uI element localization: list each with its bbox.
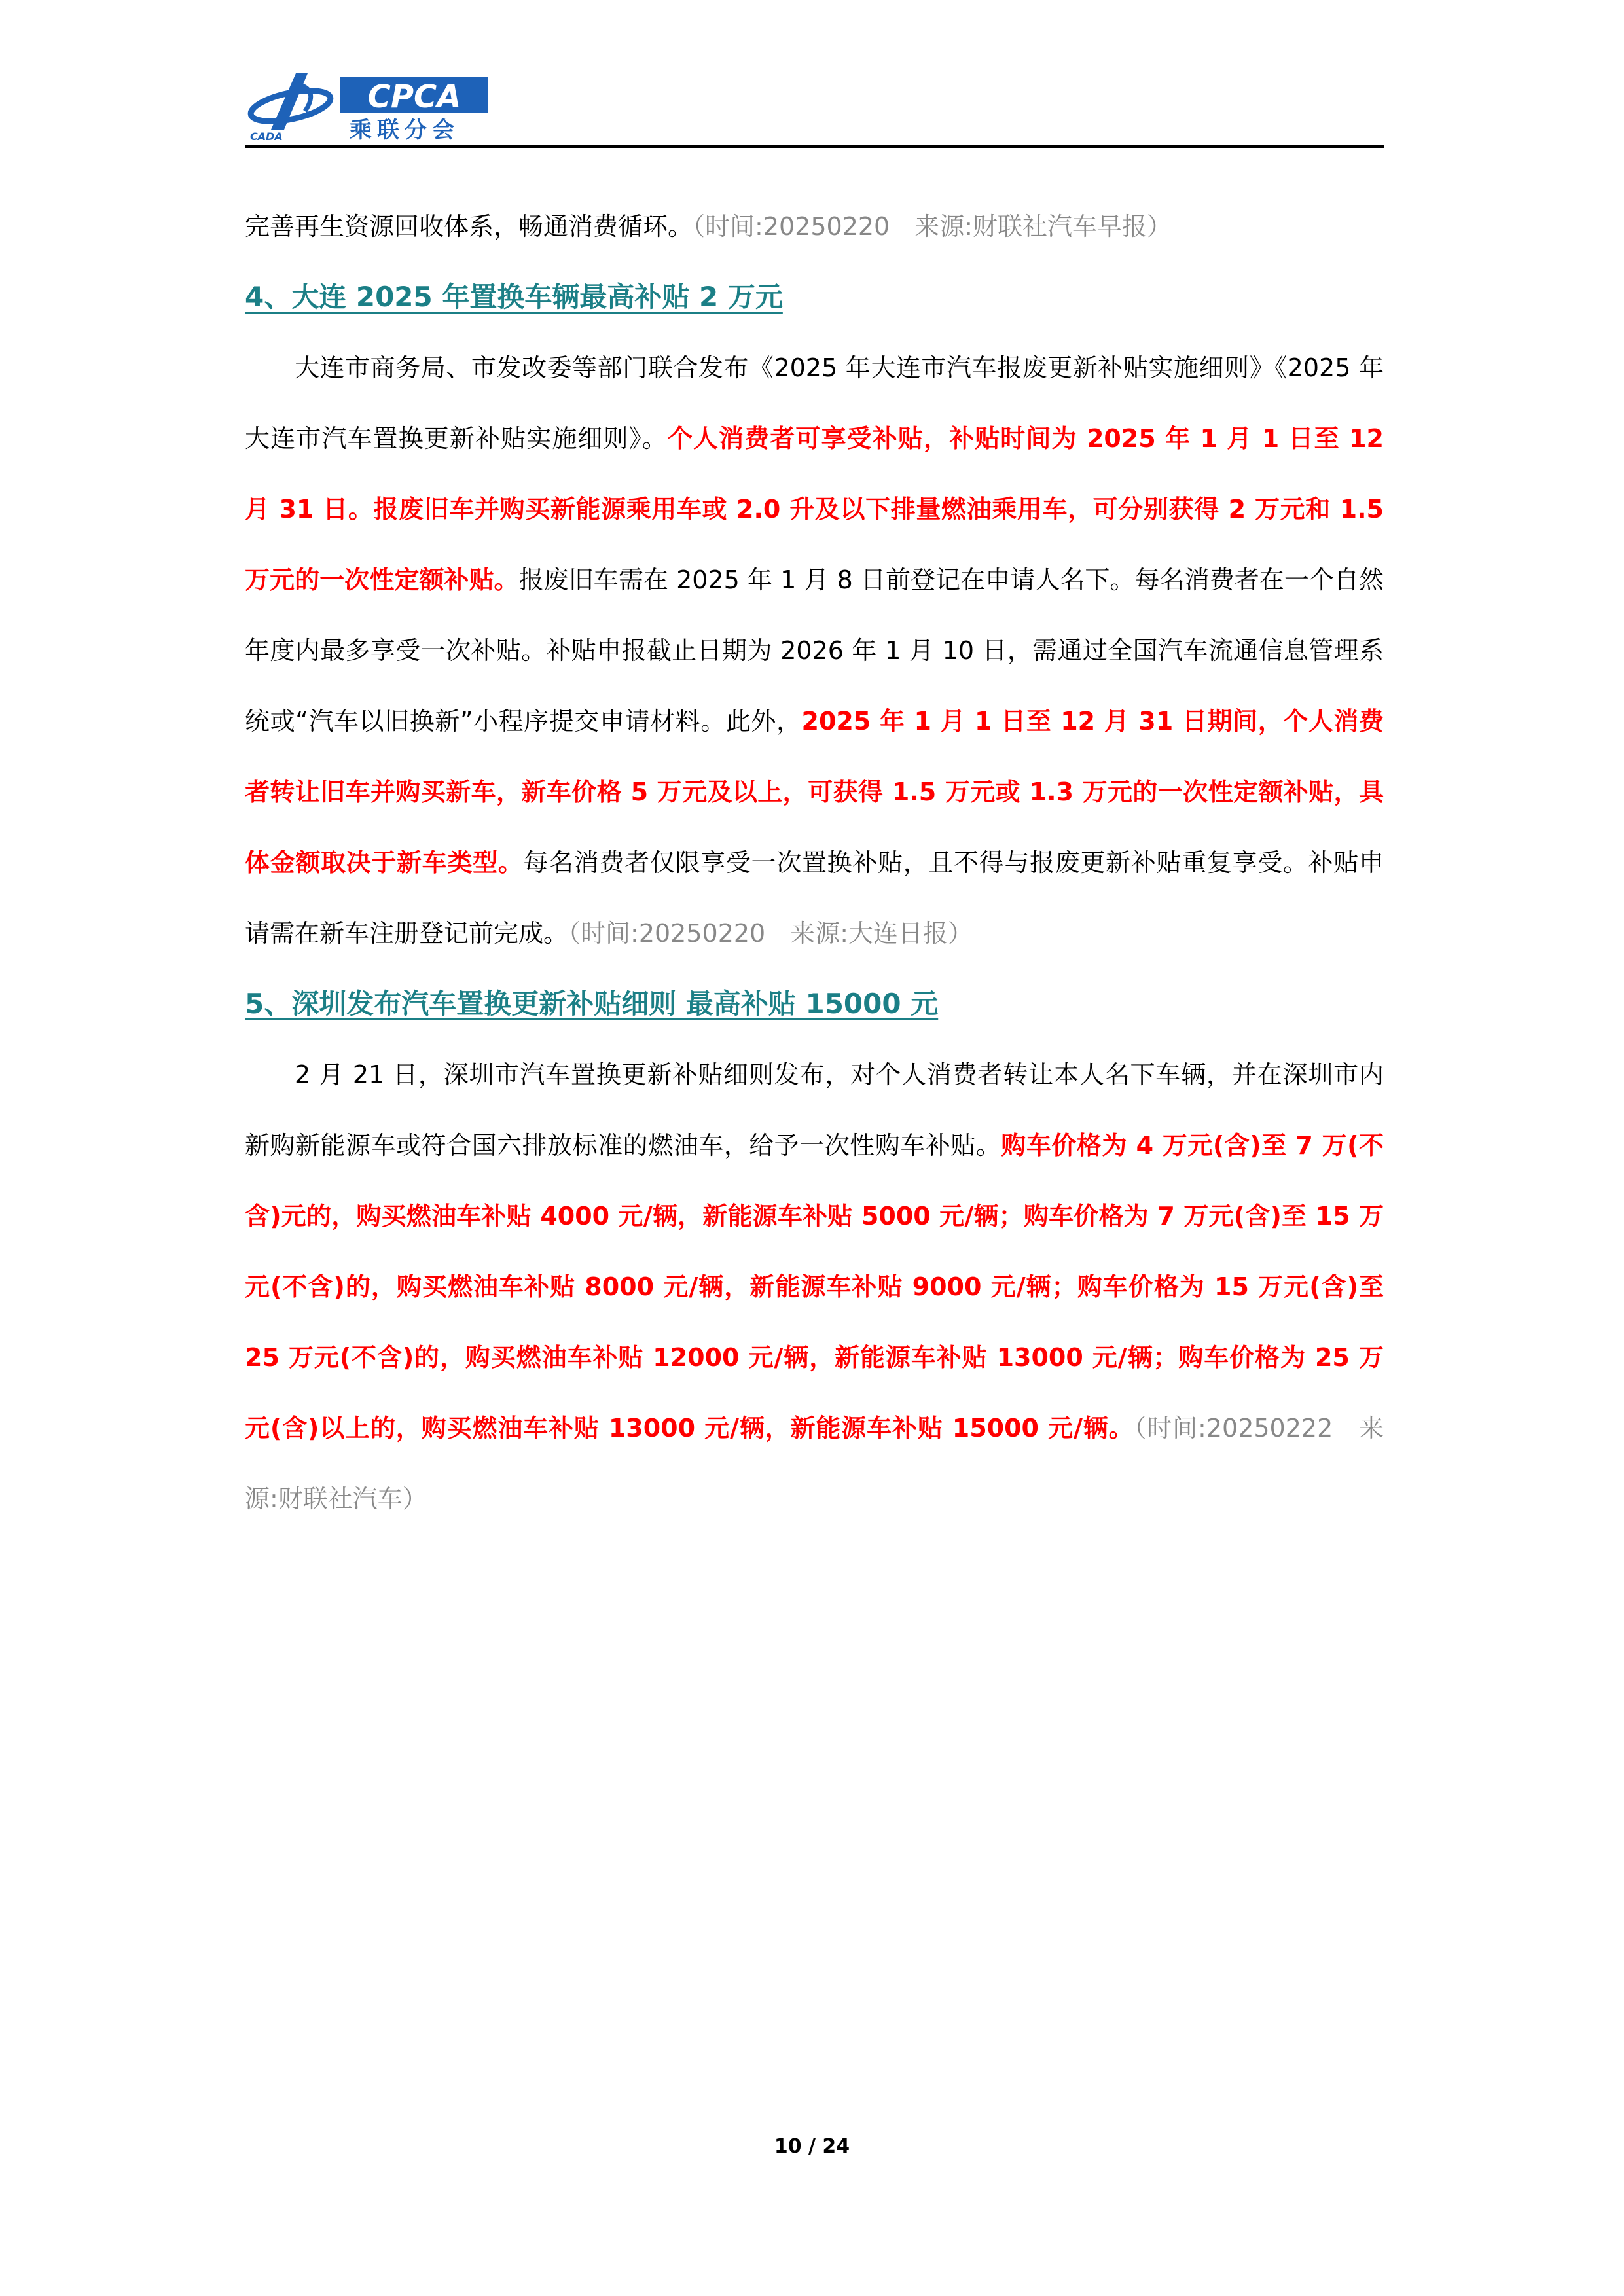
header-divider <box>245 145 1384 148</box>
article-body <box>245 191 1384 1534</box>
section-4-text-2: 报废旧车需在 2025 年 1 月 8 日前登记在申请人名下。每名消费者在一个自然年度内最多享受一次补贴。补贴申报截止日期为 2026 年 1 月 10 日，需通过全国汽车流通信息管理系统或“汽车以旧换新”小程序提交申请材料。此外， <box>245 565 1384 736</box>
section-5-title <box>245 969 1384 1039</box>
page-number: 10 / 24 <box>774 2135 850 2158</box>
section-4-title <box>245 262 1384 332</box>
section-4-emphasis-2: 2025 年 1 月 1 日至 12 月 31 日期间，个人消费者转让旧车并购买新车，新车价格 5 万元及以上，可获得 1.5 万元或 1.3 万元的一次性定额补贴，具体金额取决于新车类型。 <box>245 707 1384 877</box>
section-4-paragraph <box>245 332 1384 969</box>
section-5-text-1: 2 月 21 日，深圳市汽车置换更新补贴细则发布，对个人消费者转让本人名下车辆，并在深圳市内新购新能源车或符合国六排放标准的燃油车，给予一次性购车补贴。 <box>245 1060 1384 1160</box>
section-5-emphasis-1: 购车价格为 4 万元(含)至 7 万(不含)元的，购买燃油车补贴 4000 元/辆，新能源车补贴 5000 元/辆；购车价格为 7 万元(含)至 15 万元(不含)的，购买燃油车补贴 8000 元/辆，新能源车补贴 9000 元/辆；购车价格为 15 万元(含)至 25 万元(不含)的，购买燃油车补贴 12000 元/辆，新能源车补贴 13000 元/辆；购车价格为 25 万元(含)以上的，购买燃油车补贴 13000 元/辆，新能源车补贴 15000 元/辆。 <box>245 1131 1384 1443</box>
section-4-source: （时间:20250220 来源:大连日报） <box>568 919 973 948</box>
continued-paragraph <box>245 191 1384 262</box>
section-5-source: （时间:20250222 来源:财联社汽车） <box>245 1414 1384 1513</box>
logo-small-text: CADA <box>250 130 283 143</box>
section-4-text-3: 每名消费者仅限享受一次置换补贴，且不得与报废更新补贴重复享受。补贴申请需在新车注册登记前完成。 <box>245 848 1384 948</box>
section-4-text-1: 大连市商务局、市发改委等部门联合发布《2025 年大连市汽车报废更新补贴实施细则》《2025 年大连市汽车置换更新补贴实施细则》。 <box>245 353 1384 453</box>
page-header <box>245 65 1384 148</box>
continued-source: （时间:20250220 来源:财联社汽车早报） <box>693 212 1172 241</box>
logo-text: CPCA <box>367 79 461 115</box>
continued-text: 完善再生资源回收体系，畅通消费循环。 <box>245 212 693 241</box>
section-4-title-text: 4、大连 2025 年置换车辆最高补贴 2 万元 <box>245 281 783 313</box>
section-5-title-text: 5、深圳发布汽车置换更新补贴细则 最高补贴 15000 元 <box>245 988 939 1020</box>
section-4-emphasis-1: 个人消费者可享受补贴，补贴时间为 2025 年 1 月 1 日至 12 月 31 日。报废旧车并购买新能源乘用车或 2.0 升及以下排量燃油乘用车，可分别获得 2 万元和 1.5 万元的一次性定额补贴。 <box>245 424 1384 594</box>
logo-subtext: 乘联分会 <box>350 117 460 143</box>
section-5-paragraph <box>245 1039 1384 1534</box>
cpca-logo <box>245 65 494 144</box>
